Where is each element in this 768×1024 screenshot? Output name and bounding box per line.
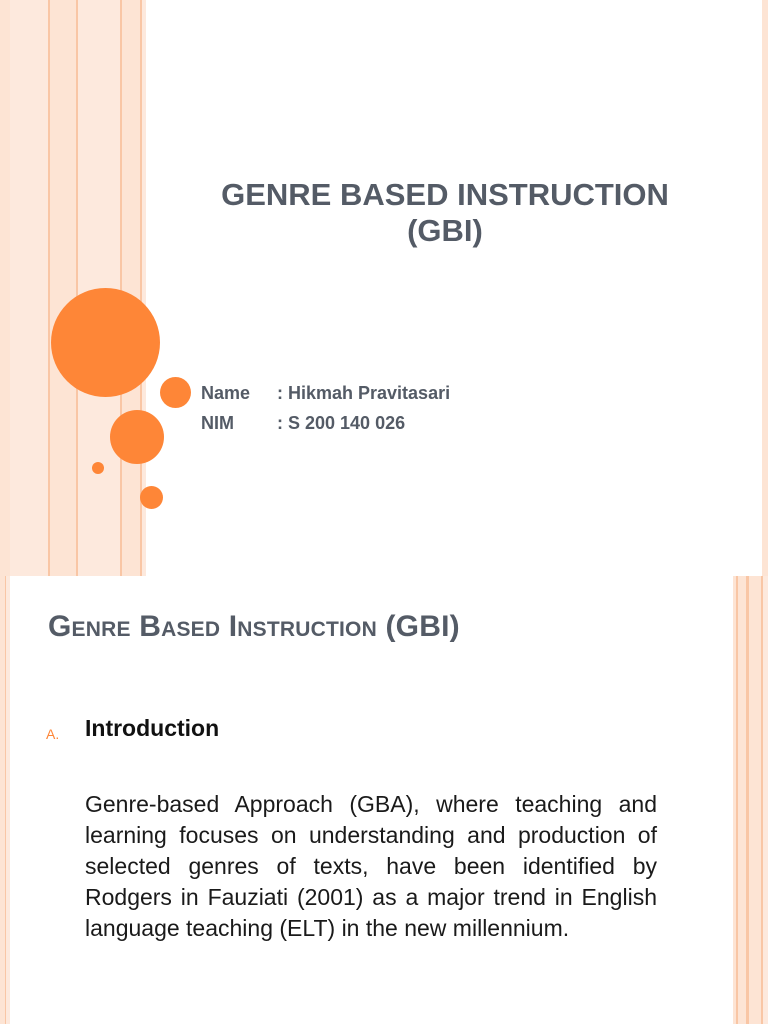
stripe-decoration (0, 0, 10, 576)
stripe-decoration (122, 0, 140, 576)
stripe-decoration (6, 576, 10, 1024)
circle-decoration (110, 410, 164, 464)
nim-row (201, 413, 405, 434)
circle-decoration (160, 377, 191, 408)
stripe-decoration (762, 0, 768, 576)
title-line-1: GENRE BASED INSTRUCTION (221, 177, 669, 212)
stripe-decoration (749, 576, 761, 1024)
stripe-decoration (50, 0, 76, 576)
stripe-decoration (738, 576, 746, 1024)
circle-decoration (51, 288, 160, 397)
nim-value: : S 200 140 026 (277, 413, 406, 433)
bullet-marker: A. (46, 726, 60, 742)
nim-label: NIM (201, 413, 234, 433)
slide-title (150, 177, 740, 249)
stripe-decoration (763, 576, 768, 1024)
name-label: Name (201, 383, 251, 403)
slide-title: Genre Based Instruction (GBI) (48, 610, 460, 643)
body-paragraph: Genre-based Approach (GBA), where teaching and learning focuses on understanding and production of selected genres of texts, have been identified by Rodgers in Fauziati (2001) as a major trend in English language teaching (ELT) in the new millennium. (85, 791, 657, 941)
title-line-2: (GBI) (407, 213, 483, 248)
stripe-decoration (10, 0, 48, 576)
name-row (201, 383, 450, 404)
section-heading: Introduction (85, 715, 220, 741)
circle-decoration (140, 486, 163, 509)
name-value: : Hikmah Pravitasari (277, 383, 451, 403)
circle-decoration (92, 462, 104, 474)
